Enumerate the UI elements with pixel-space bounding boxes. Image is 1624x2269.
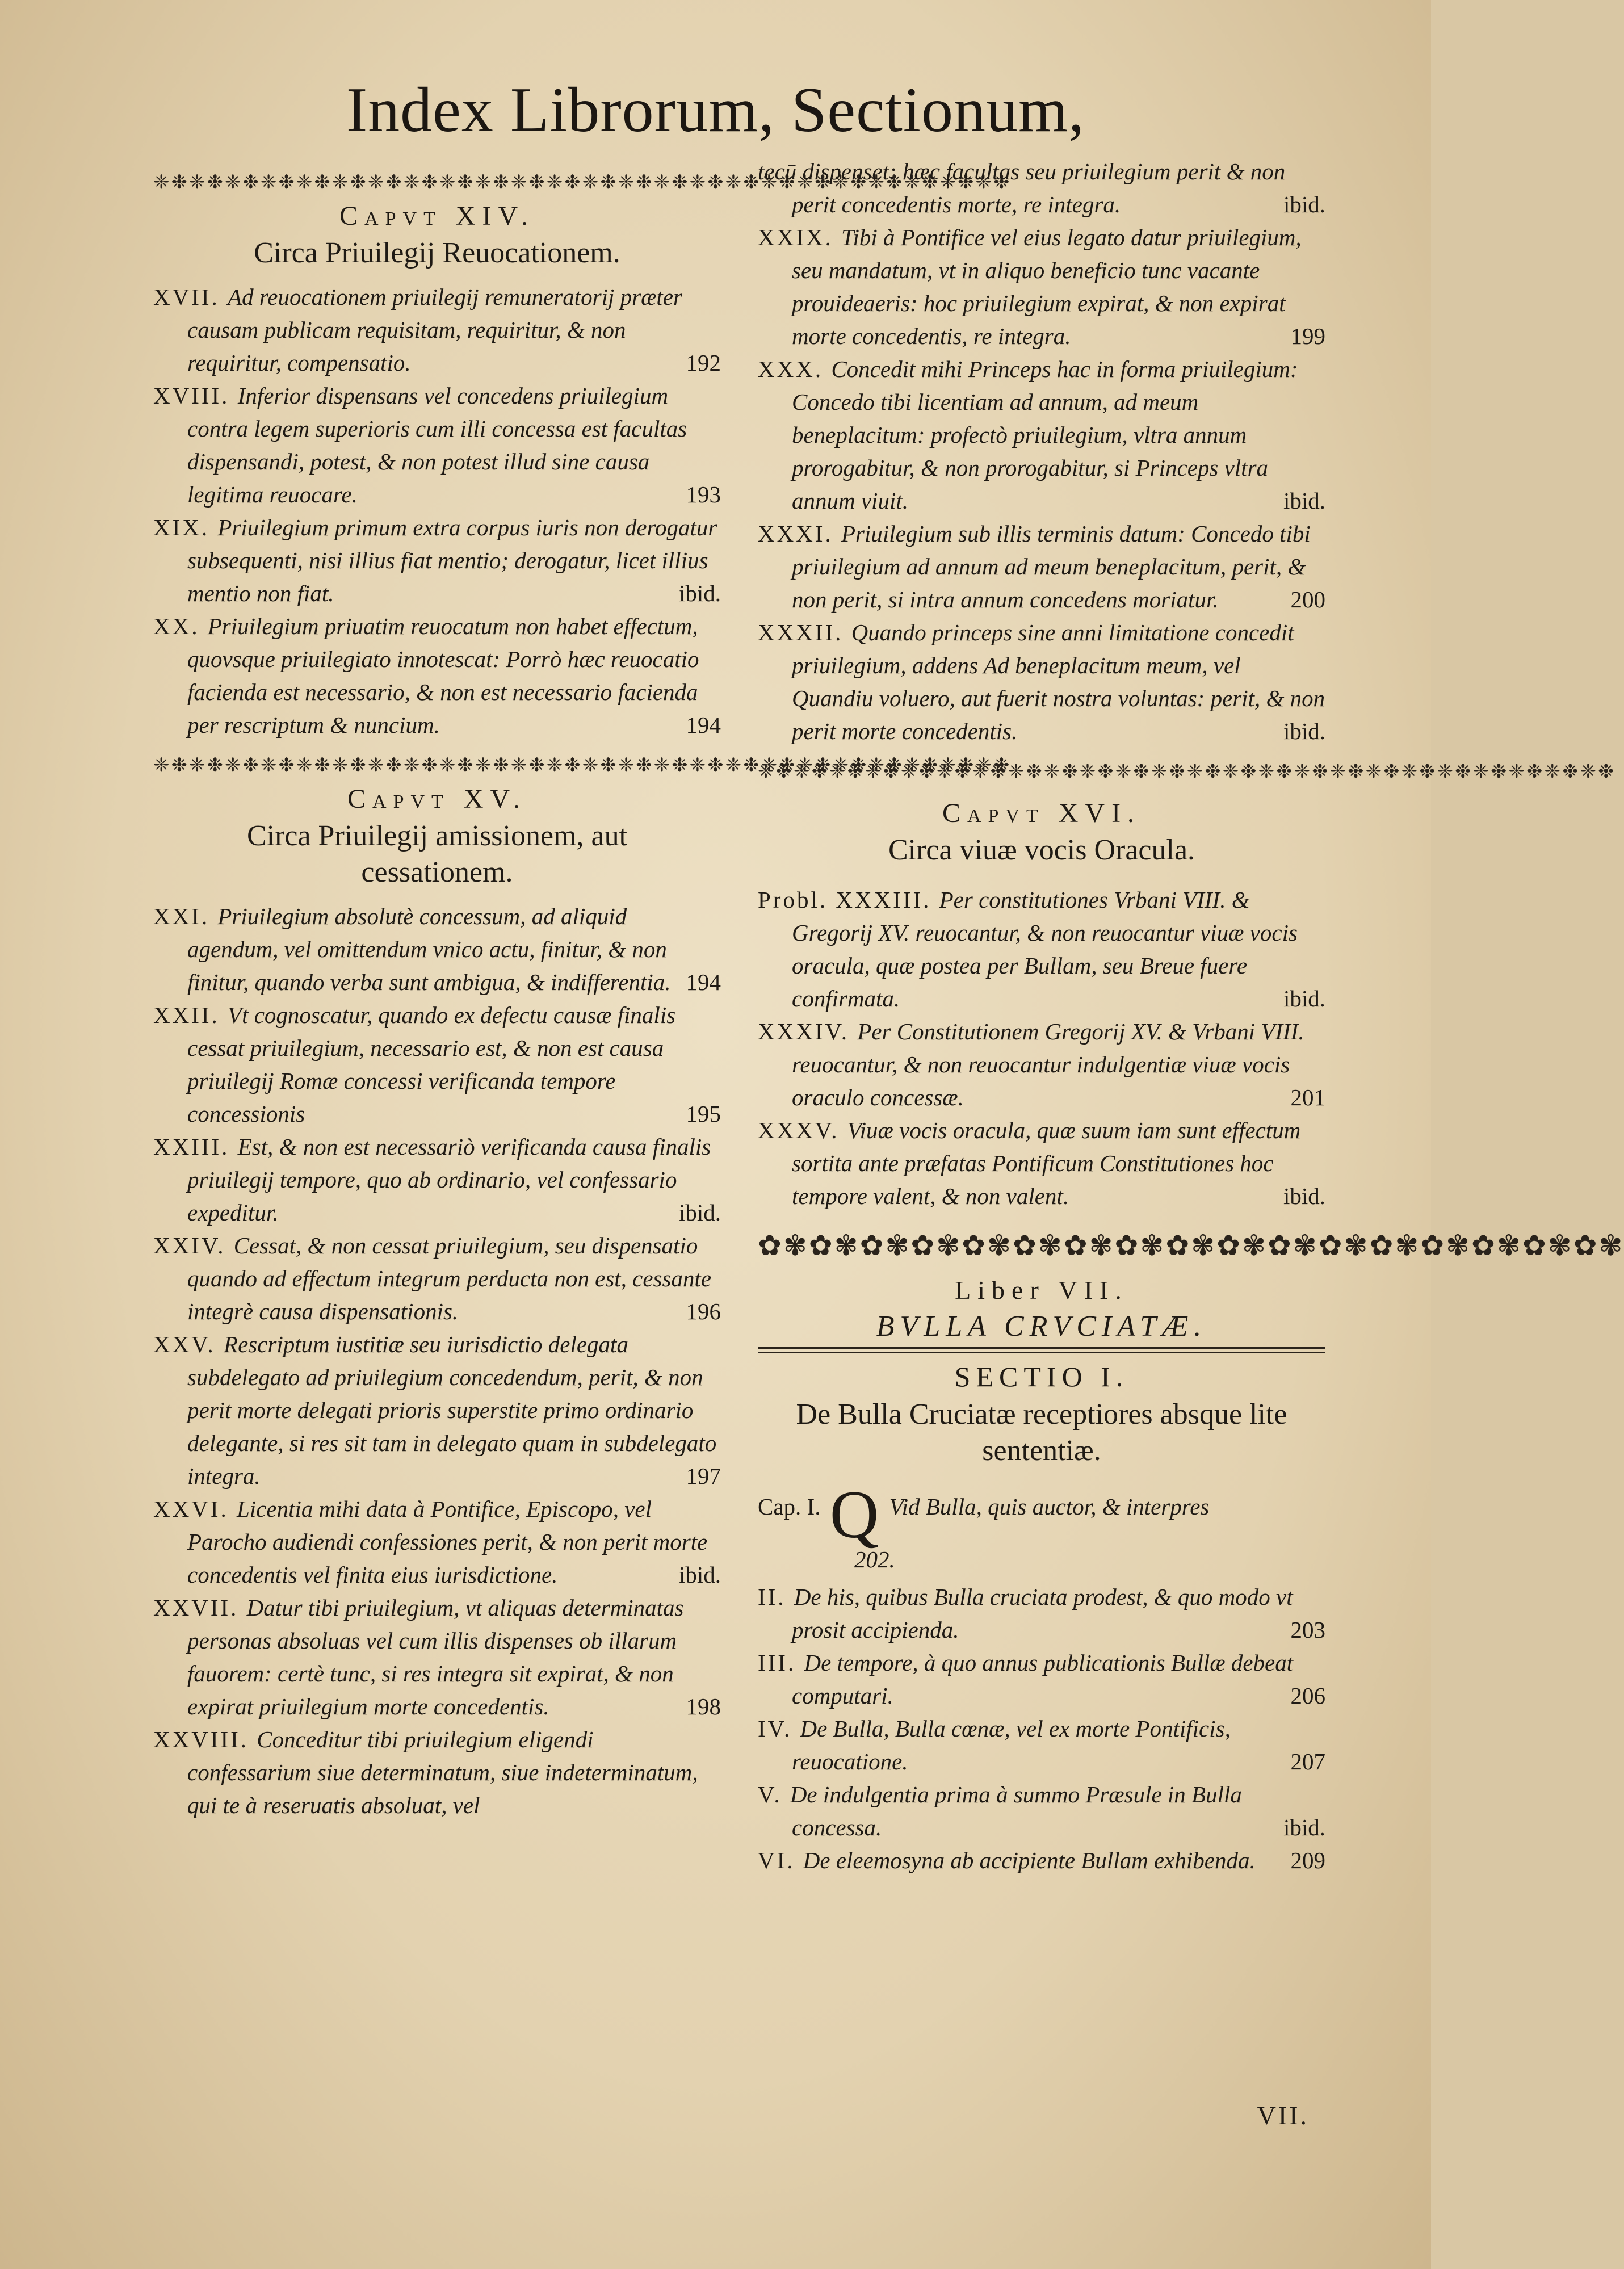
index-entry [153,999,721,1130]
entry-text: De eleemosyna ab accipiente Bullam exhibenda. [803,1847,1256,1873]
entry-page: 197 [686,1463,721,1489]
entry-number: XXVIII. [153,1726,257,1752]
entry-page: ibid. [1283,191,1325,217]
ornament-band: ❈❉❈❉❈❉❈❉❈❉❈❉❈❉❈❉❈❉❈❉❈❉❈❉❈❉❈❉❈❉❈❉❈❉❈❉❈❉❈❉❈❉❈❉❈❉❈❉ [153,172,1012,193]
entry-text: De his, quibus Bulla cruciata prodest, & quo modo vt prosit accipienda. [792,1584,1293,1643]
entry-number: XVII. [153,284,228,310]
entry-page: ibid. [678,1199,721,1226]
entry-number: Cap. I. [758,1494,821,1520]
entry-number: XXI. [153,903,218,929]
index-entry [758,353,1325,517]
entry-page: 199 [1290,323,1325,349]
entry-page: 207 [1290,1748,1325,1775]
entry-number: XXIII. [153,1134,238,1160]
sectio-subject: De Bulla Cruciatæ receptiores absque lite sententiæ. [796,1398,1287,1467]
entry-number: XXXIV. [758,1018,858,1045]
entry-page: ibid. [1283,718,1325,744]
entry-page: 192 [686,350,721,376]
entry-page: 203 [1290,1617,1325,1643]
index-entry [758,155,1325,221]
entry-text: Priuilegium absolutè concessum, ad aliquid agendum, vel omittendum vnico actu, finitur, & non finitur, quando verba sunt ambigua, & indifferentia. [187,903,671,995]
index-entry [153,1328,721,1492]
entry-text: Cessat, & non cessat priuilegium, seu dispensatio quando ad effectum integrum perducta non est, cessante integrè causa dispensationis. [187,1232,712,1324]
index-entry [153,900,721,999]
entry-text: tecū dispenset: hæc facultas seu priuilegium perit & non perit concedentis morte, re integra. [758,158,1286,217]
index-entry [153,610,721,741]
entry-number: IV. [758,1716,800,1742]
right-column [758,150,1624,1877]
running-head: Index Librorum, Sectionum, [346,75,1085,145]
entry-number: XXX. [758,356,832,382]
catchword: VII. [1257,2101,1309,2130]
entry-number: XVIII. [153,383,238,409]
entry-text: De indulgentia prima à summo Præsule in Bulla concessa. [790,1781,1242,1840]
entry-page: ibid. [1283,1183,1325,1209]
entry-number: II. [758,1584,794,1610]
entry-list-cap16 [758,883,1325,1213]
entry-text: Conceditur tibi priuilegium eligendi confessarium siue determinatum, siue indeterminatum, qui te à reseruatis absoluat, vel [187,1726,698,1818]
index-entry [153,1591,721,1723]
entry-text: Inferior dispensans vel concedens priuilegium contra legem superioris cum illi concessa est facultas dispensandi, potest, & non potest illud sine causa legitima reuocare. [187,383,687,508]
entry-list-sectio [758,1580,1325,1877]
index-entry [153,511,721,610]
entry-page: ibid. [1283,1814,1325,1840]
entry-text: Licentia mihi data à Pontifice, Episcopo, vel Parocho audiendi confessiones perit, & non perit morte concedentis vel finita eius iurisdictione. [187,1496,708,1588]
index-entry [153,1130,721,1229]
caput-subject-15: Circa Priuilegij amissionem, aut cessationem. [246,820,628,888]
entry-text: Priuilegium sub illis terminis datum: Concedo tibi priuilegium ad annum ad meum beneplacitum, perit, & non perit, si intra annum concedens moriatur. [792,521,1311,613]
index-entry [758,616,1325,748]
rule [758,1352,1325,1353]
entry-number: XXIV. [153,1232,234,1259]
index-entry [758,1778,1325,1844]
entry-number: XXVII. [153,1595,247,1621]
rule [758,1347,1325,1349]
bulla-title: BVLLA CRVCIATÆ. [876,1310,1207,1343]
entry-number: XXIX. [758,224,841,250]
entry-text: Per constitutiones Vrbani VIII. & Gregorij XV. reuocantur, & non reuocantur viuæ vocis oracula, quæ postea per Bullam, seu Breue fuere confirmata. [792,887,1298,1012]
entry-text: Viuæ vocis oracula, quæ suum iam sunt effectum sortita ante præfatas Pontificum Constitutiones hoc tempore valent, & non valent. [792,1117,1301,1209]
entry-text: Datur tibi priuilegium, vt aliquas determinatas personas absoluas vel cum illis dispenses ob illarum fauorem: certè tunc, si res integra sit expirat, & non expirat priuilegium morte concedentis. [187,1595,684,1719]
entry-text: Vt cognoscatur, quando ex defectu causæ finalis cessat priuilegium, necessario est, & non est causa priuilegij Romæ concessi verificanda tempore concessionis [187,1002,676,1127]
sectio-first-entry [758,1477,1325,1576]
entry-text: Concedit mihi Princeps hac in forma priuilegium: Concedo tibi licentiam ad annum, ad meum beneplacitum: profectò priuilegium, vltra annum prorogabitur, & non prorogabitur, si Princeps vltra annum viuit. [792,356,1298,514]
entry-text: Per Constitutionem Gregorij XV. & Vrbani VIII. reuocantur, & non reuocantur indulgentiæ viuæ vocis oraculo concessæ. [792,1018,1304,1110]
entry-list-cap15 [153,900,721,1822]
fleuron-band: ✿✾✿✾✿✾✿✾✿✾✿✾✿✾✿✾✿✾✿✾✿✾✿✾✿✾✿✾✿✾✿✾✿✾ [758,1230,1624,1261]
entry-page: 200 [1290,586,1325,613]
entry-text: Quando princeps sine anni limitatione concedit priuilegium, addens Ad beneplacitum meum, vel Quandiu voluero, aut fuerit nostra voluntas: perit, & non perit morte concedentis. [792,619,1325,744]
index-entry [758,1646,1325,1712]
index-entry [758,1844,1325,1877]
index-entry [758,1712,1325,1778]
caput-heading-15: Capvt XV. [347,784,527,814]
index-entry [758,1015,1325,1114]
entry-page: 209 [1290,1847,1325,1873]
entry-number: VI. [758,1847,803,1873]
index-entry [153,1229,721,1328]
entry-text: Vid Bulla, quis auctor, & interpres [889,1494,1210,1520]
entry-number: XXVI. [153,1496,237,1522]
entry-number: XXXV. [758,1117,847,1143]
entry-page: 195 [686,1101,721,1127]
entry-number: XXV. [153,1331,224,1357]
ornament-band: ❈❉❈❉❈❉❈❉❈❉❈❉❈❉❈❉❈❉❈❉❈❉❈❉❈❉❈❉❈❉❈❉❈❉❈❉❈❉❈❉❈❉❈❉❈❉❈❉ [758,761,1616,782]
entry-list-continued [758,155,1325,748]
entry-page: 198 [686,1693,721,1719]
index-entry [153,1492,721,1591]
index-entry [758,1580,1325,1646]
entry-number: XXXI. [758,521,841,547]
entry-number: XXII. [153,1002,228,1028]
entry-number: XIX. [153,514,218,540]
entry-page: ibid. [1283,488,1325,514]
index-entry [758,1114,1325,1213]
entry-text: Priuilegium primum extra corpus iuris non derogatur subsequenti, nisi illius fiat mentio; derogatur, licet illius mentio non fiat. [187,514,717,606]
index-entry [153,1723,721,1822]
entry-page: 194 [686,969,721,995]
entry-text: De tempore, à quo annus publicationis Bullæ debeat computari. [792,1650,1294,1709]
entry-page: 193 [686,481,721,508]
entry-number: III. [758,1650,804,1676]
ornament-band: ❈❉❈❉❈❉❈❉❈❉❈❉❈❉❈❉❈❉❈❉❈❉❈❉❈❉❈❉❈❉❈❉❈❉❈❉❈❉❈❉❈❉❈❉❈❉❈❉ [153,755,1012,776]
entry-page: ibid. [678,1562,721,1588]
entry-number: XX. [153,613,208,639]
index-entry [153,280,721,379]
caput-subject-16: Circa viuæ vocis Oracula. [888,834,1195,866]
caput-heading-16: Capvt XVI. [942,798,1142,828]
entry-page: ibid. [678,580,721,606]
entry-number: V. [758,1781,790,1807]
entry-text: Ad reuocationem priuilegij remuneratorij præter causam publicam requisitam, requiritur, & non requiritur, compensatio. [187,284,682,376]
entry-text: Est, & non est necessariò verificanda causa finalis priuilegij tempore, quo ab ordinario, vel confessario expeditur. [187,1134,711,1226]
sectio-heading: SECTIO I. [954,1361,1129,1393]
index-entry [758,883,1325,1015]
entry-text: De Bulla, Bulla cœnæ, vel ex morte Pontificis, reuocatione. [792,1716,1231,1775]
caput-subject-14: Circa Priuilegij Reuocationem. [254,237,620,269]
entry-text: Tibi à Pontifice vel eius legato datur priuilegium, seu mandatum, vt in aliquo beneficio tunc vacante prouideaeris: hoc priuilegium expirat, & non expirat morte concedentis, re integra. [792,224,1302,349]
entry-page: ibid. [1283,985,1325,1012]
entry-page: 196 [686,1298,721,1324]
liber-heading: Liber VII. [955,1276,1128,1305]
entry-page: 206 [1290,1683,1325,1709]
index-entry [758,517,1325,616]
entry-page: 201 [1290,1084,1325,1110]
entry-text: Priuilegium priuatim reuocatum non habet effectum, quovsque priuilegiato innotescat: Porrò hæc reuocatio facienda est necessario, & non est necessario facienda per rescriptum & nuncium. [187,613,699,738]
entry-page: 194 [686,712,721,738]
drop-capital: Q [829,1477,879,1552]
entry-number: Probl. XXXIII. [758,887,939,913]
caput-heading-14: Capvt XIV. [339,201,535,231]
index-entry [153,379,721,511]
index-entry [758,221,1325,353]
entry-number: XXXII. [758,619,851,645]
entry-text: Rescriptum iustitiæ seu iurisdictio delegata subdelegato ad priuilegium concedendum, perit, & non perit morte delegati prioris superstite primo ordinario delegante, si res sit tam in delegato quam in subdelegato integra. [187,1331,717,1489]
entry-list-cap14 [153,280,721,741]
entry-page: 202. [854,1546,895,1572]
